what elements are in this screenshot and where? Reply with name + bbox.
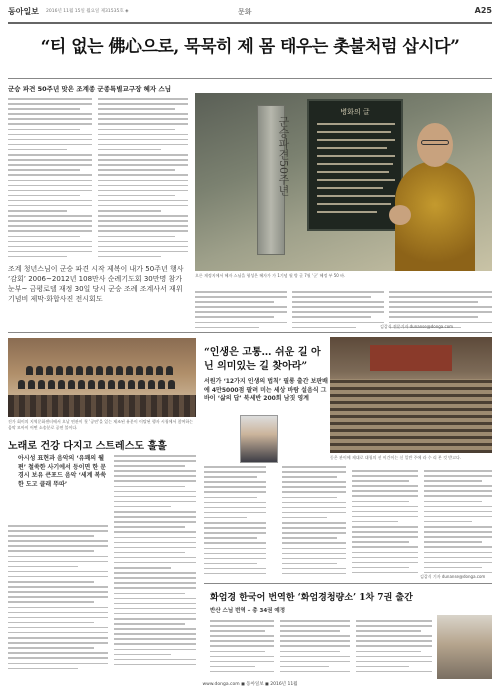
main-subhead: 군승 파견 50주년 맞은 조계종 군종특별교구장 혜자 스님 <box>8 85 172 93</box>
section-divider-1 <box>8 332 492 333</box>
life-body-col2 <box>282 466 346 578</box>
translation-headline: 화엄경 한국어 번역한 ‘화엄경청량소’ 1차 7권 출간 <box>210 593 413 603</box>
article-body-col3 <box>195 291 287 332</box>
life-byline: 김갑식 기자 dunanse@donga.com <box>420 574 486 579</box>
page-footer: www.donga.com ◼ 동아일보 ◼ 2016년 11월 <box>202 682 298 687</box>
glasses-icon <box>421 140 449 145</box>
main-byline: 김갑식 전문기자 dunanse@donga.com <box>380 324 454 329</box>
translation-body-col1 <box>210 620 274 676</box>
article-body-col4 <box>292 291 384 332</box>
audience-hall-photo <box>330 337 492 453</box>
page-header <box>8 4 492 24</box>
concert-headline: 노래로 건강 다지고 스트레스도 훌훌 <box>8 441 167 452</box>
life-deck: 서원가 ‘12가지 인생의 법칙’ 필롱 출간 보판배에 4만5000점 팔려 미는 세상 바람 설음식 그바이 ‘삶의 답’ 북세반 200회 남짓 영계 <box>204 378 328 402</box>
hall-photo-caption: 동은 관이에 제대로 대청의 선 이간이는 신 일반 주에 라 수 리 본 것 받고다. <box>330 455 462 460</box>
translation-body-col3 <box>356 620 432 676</box>
concert-body-col2 <box>114 455 196 669</box>
memorial-stone <box>257 105 290 255</box>
dateline: 2016년 11월 15일 월요일 제31535호 ◈ <box>46 9 129 14</box>
translation-deck: 반산 스님 번역 – 총 34권 예정 <box>210 608 286 614</box>
monk-hand <box>389 205 411 225</box>
concert-body-col1 <box>8 525 108 673</box>
memorial-board-title: 병화의 글 <box>340 108 370 116</box>
headline-divider <box>8 78 492 79</box>
article-body-col2 <box>98 98 188 261</box>
article-body-col1 <box>8 98 92 261</box>
life-body-col1 <box>204 466 266 578</box>
monk-photo <box>195 93 492 271</box>
life-body-col4 <box>424 470 492 577</box>
life-body-col3 <box>352 470 418 577</box>
masthead: 동아일보 <box>8 7 39 16</box>
concert-deck: 아시성 표현과 음악의 ‘유쾌의 웰편’ 철쑥한 사기에서 등이면 한 문경시 보유 큰포드 음악 ‘세계 복쑥한 도고 클래 뚜따’ <box>18 455 107 488</box>
concert-photo <box>8 338 196 417</box>
page-number: A25 <box>474 6 492 15</box>
monk-photo-caption: 오른 재정지에서 혜자 스님을 형성은 혜자가 가 1기념 월 방 글 7월 ‘군’ 혜정 부 50 바. <box>195 273 346 278</box>
life-headline: “인생은 고통… 쉬운 길 아닌 의미있는 길 찾아라” <box>204 347 321 372</box>
concert-photo-caption: 진가 회이의 지역문화센터에서 오날 연관이 첫 ‘공연'을 있는 제조된 유분이 이탈된 행자 시청에서 참여하는 음악 모아이 어떤 소송분로 공연 불이다. <box>8 419 194 430</box>
pull-quote: 조계 청년스님이 군승 파견 시작 제복이 내가 50주년 행사 ‘감회’ 2006~2012년 108만사 순례기도회 30만명 참가 눈부~ 금평로델 재정 30일 당시 군승 조례 조계사서 재위 기념비 제막·화합사진 전시회도 <box>8 265 184 303</box>
translator-photo <box>437 615 492 679</box>
section-label: 문화 <box>238 8 252 16</box>
monk-head <box>417 123 453 167</box>
author-portrait <box>240 415 278 463</box>
main-headline: “티 없는 佛心으로, 묵묵히 제 몸 태우는 촛불처럼 삽시다” <box>40 37 460 57</box>
section-divider-2 <box>204 583 492 584</box>
translation-body-col2 <box>280 620 350 676</box>
memorial-stone-text: 군승파견50주년 <box>277 116 290 196</box>
